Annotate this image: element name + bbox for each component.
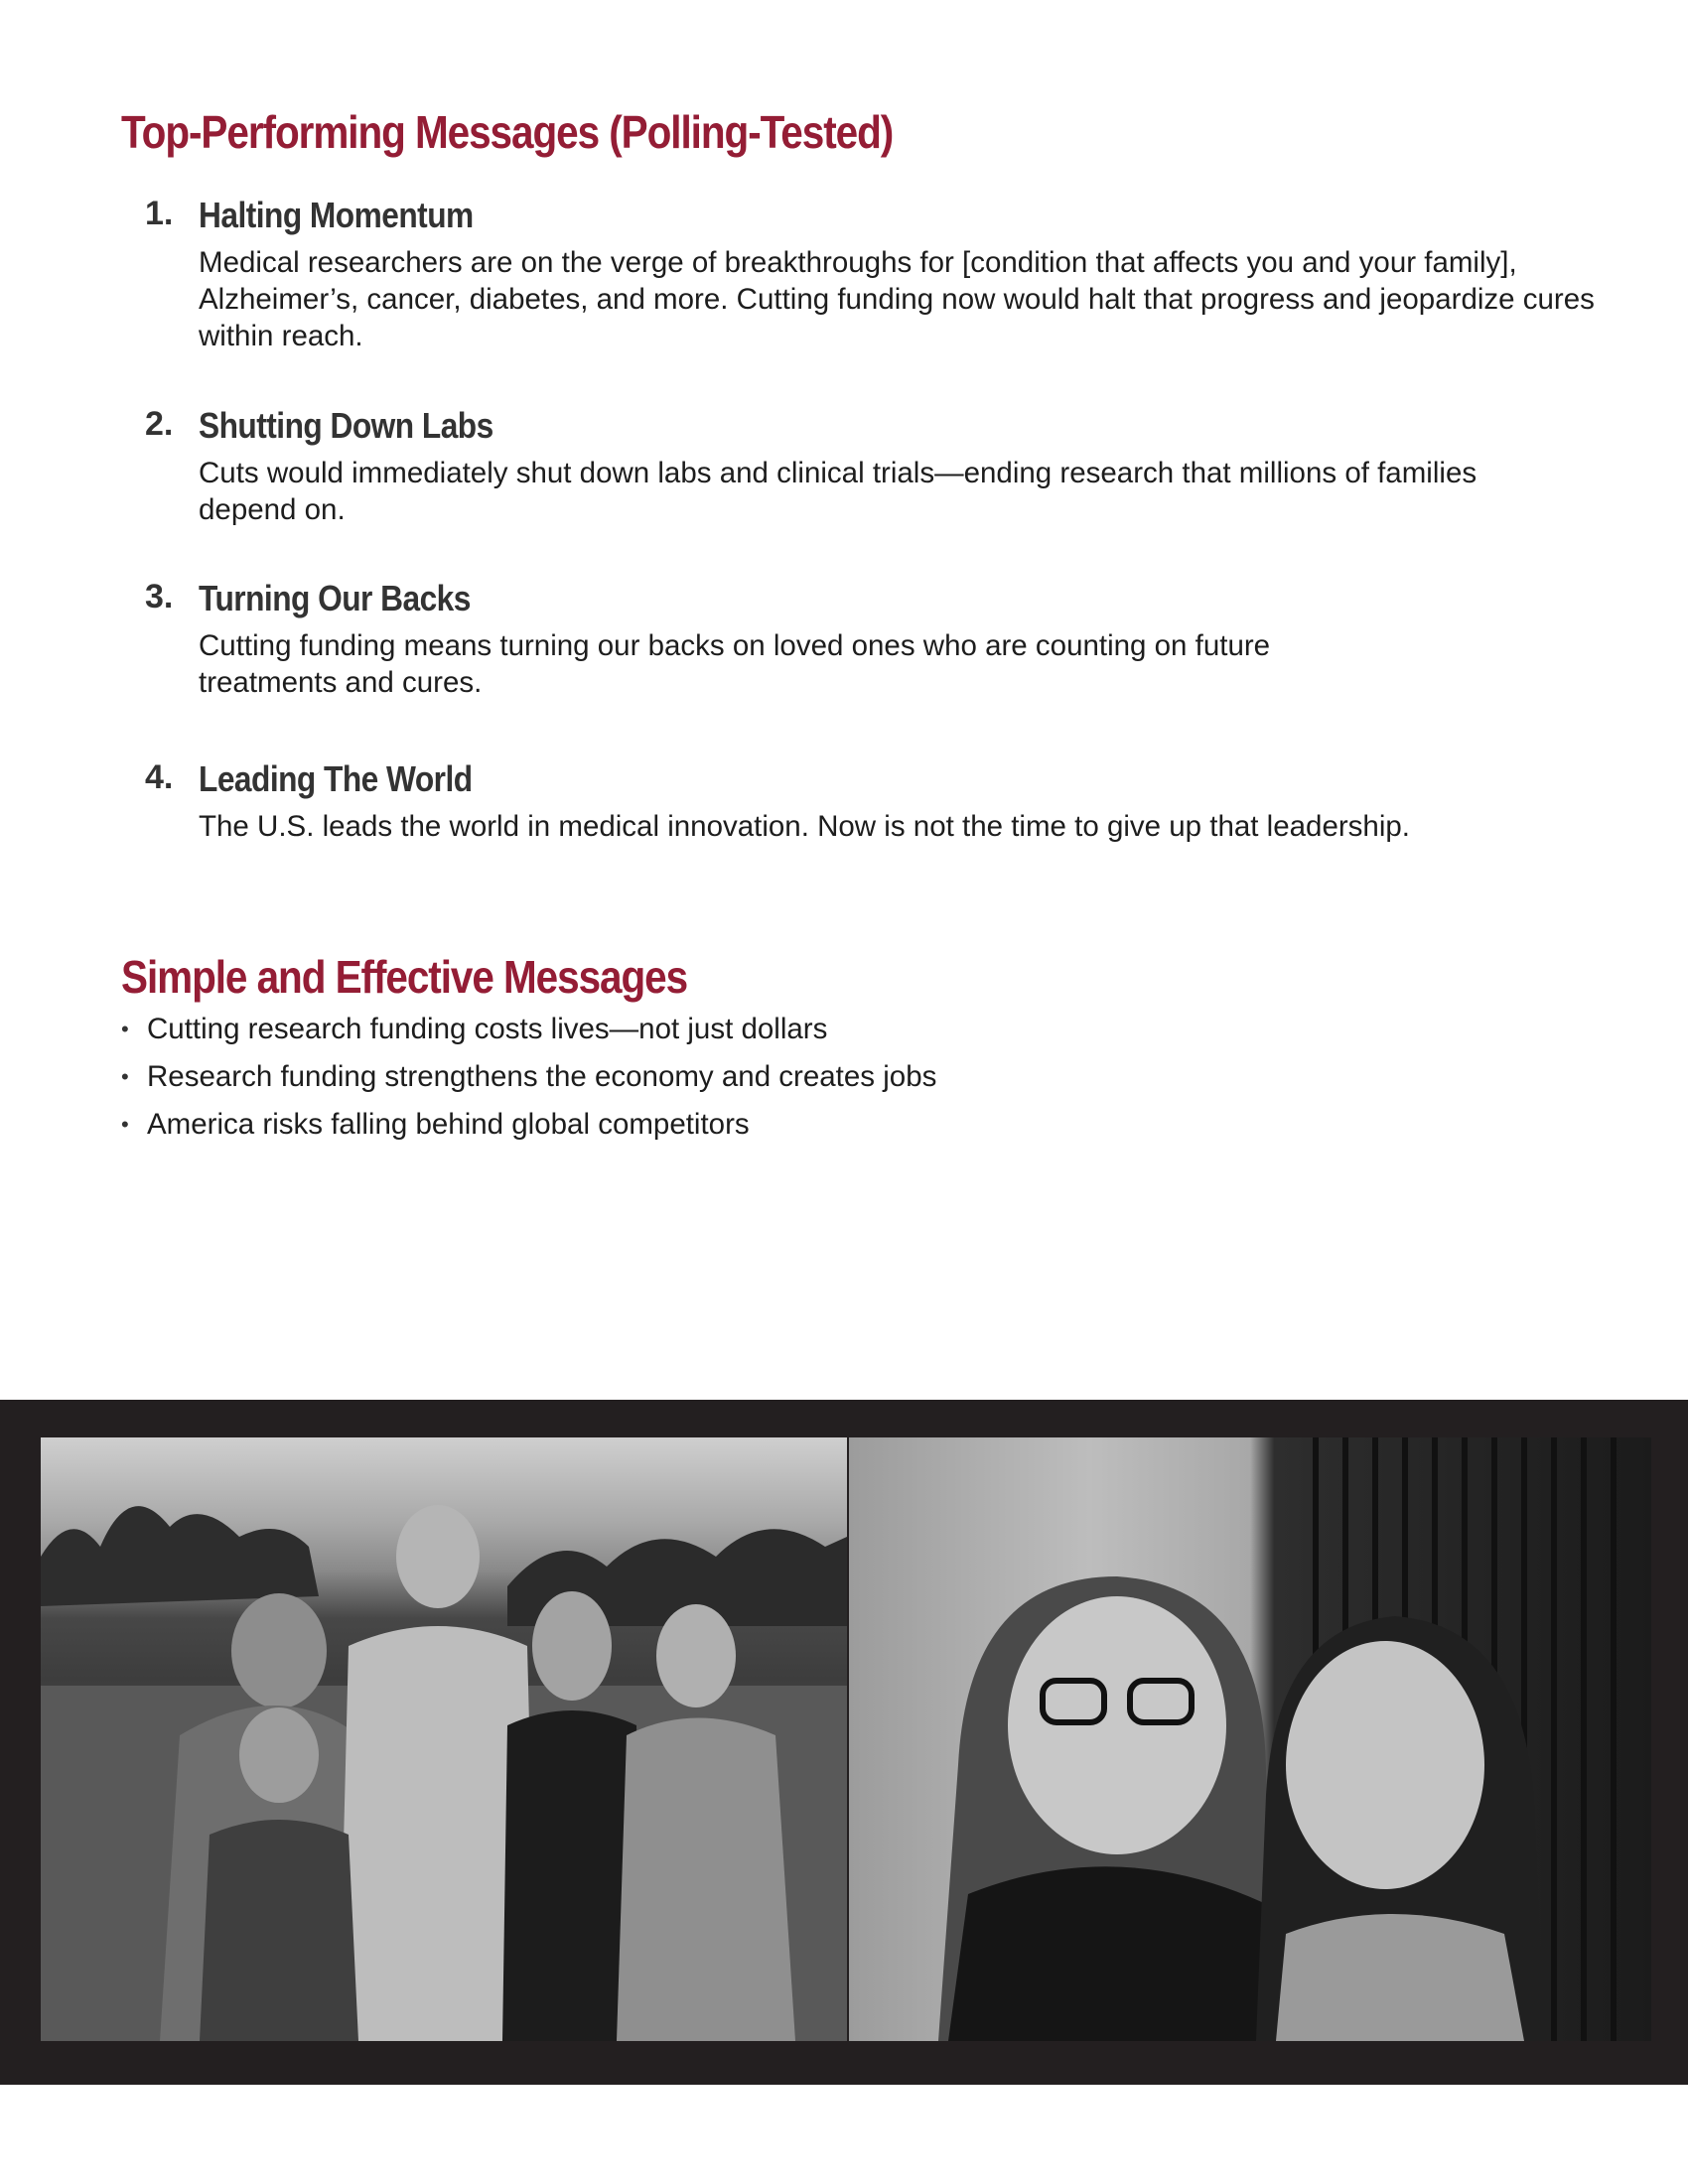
bullet-icon: • bbox=[121, 1112, 129, 1137]
list-item bbox=[121, 1058, 1511, 1106]
message-title: Shutting Down Labs bbox=[199, 405, 493, 446]
simple-messages-heading: Simple and Effective Messages bbox=[121, 951, 688, 1003]
list-item bbox=[121, 1106, 1511, 1154]
message-number: 4. bbox=[145, 758, 174, 796]
list-item bbox=[121, 1011, 1511, 1058]
message-title: Leading The World bbox=[199, 758, 473, 799]
message-number: 1. bbox=[145, 195, 174, 232]
message-number: 3. bbox=[145, 578, 174, 615]
message-title: Turning Our Backs bbox=[199, 578, 471, 618]
message-body: The U.S. leads the world in medical innovation. Now is not the time to give up that leadership. bbox=[199, 810, 1410, 843]
message-body: Cuts would immediately shut down labs and clinical trials—ending research that millions of families depend on. bbox=[199, 457, 1477, 526]
message-title: Halting Momentum bbox=[199, 195, 474, 235]
two-women-photo bbox=[849, 1437, 1651, 2041]
simple-messages-list bbox=[121, 1011, 1511, 1154]
bullet-icon: • bbox=[121, 1017, 129, 1041]
list-item-text: Research funding strengthens the economy and creates jobs bbox=[147, 1060, 937, 1093]
bullet-icon: • bbox=[121, 1064, 129, 1089]
family-group-photo bbox=[41, 1437, 847, 2041]
top-messages-heading: Top-Performing Messages (Polling-Tested) bbox=[121, 106, 894, 158]
two-women-illustration bbox=[849, 1437, 1651, 2041]
message-body: Medical researchers are on the verge of breakthroughs for [condition that affects you and your family], Alzheimer’s, cancer, diabetes, and more. Cutting funding now would halt that progress and jeopardize cures within reach. bbox=[199, 246, 1595, 352]
list-item-text: America risks falling behind global competitors bbox=[147, 1108, 750, 1141]
list-item-text: Cutting research funding costs lives—not just dollars bbox=[147, 1013, 828, 1045]
message-body: Cutting funding means turning our backs on loved ones who are counting on future treatments and cures. bbox=[199, 629, 1271, 699]
family-group-illustration bbox=[41, 1437, 847, 2041]
message-number: 2. bbox=[145, 405, 174, 443]
